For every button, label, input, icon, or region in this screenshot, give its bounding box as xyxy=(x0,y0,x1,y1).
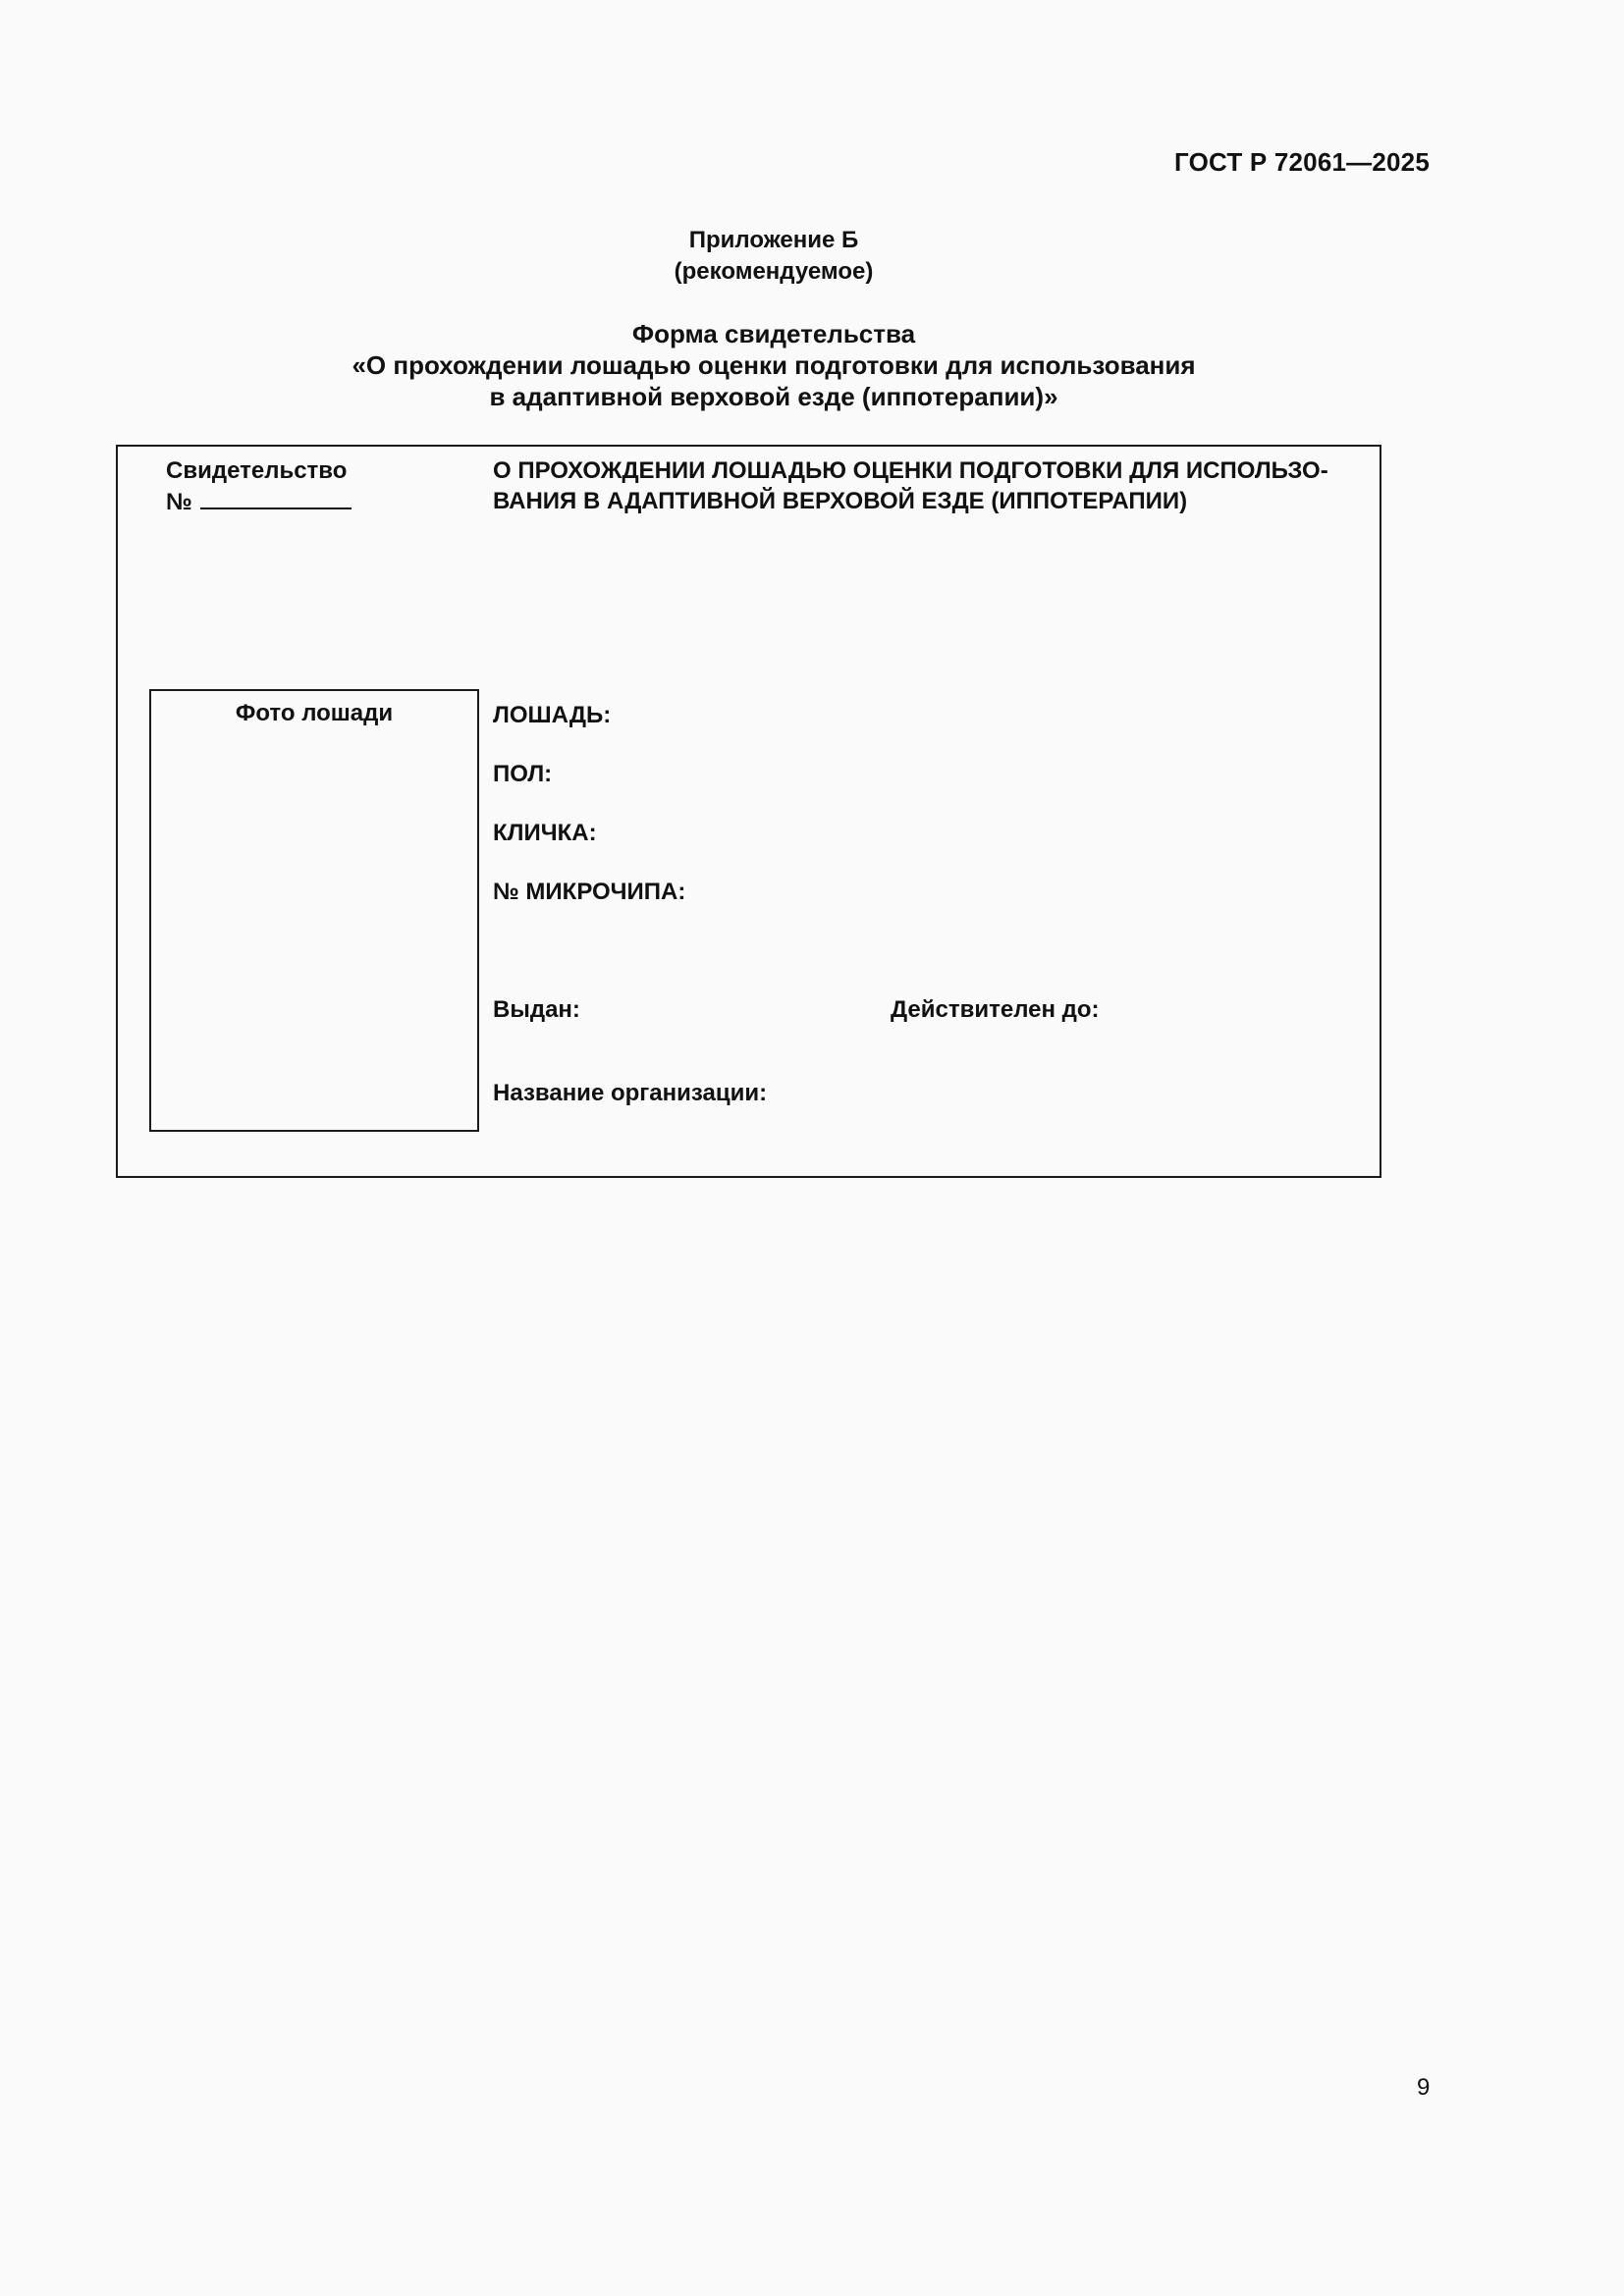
field-valid-until: Действителен до: xyxy=(891,996,1100,1023)
certificate-number-blank xyxy=(200,488,352,509)
standard-code: ГОСТ Р 72061—2025 xyxy=(1174,147,1430,177)
form-title xyxy=(0,318,1547,412)
certificate-label-text: Свидетельство xyxy=(166,457,348,484)
appendix-heading xyxy=(0,225,1547,288)
certificate-heading-line-1: О ПРОХОЖДЕНИИ ЛОШАДЬЮ ОЦЕНКИ ПОДГОТОВКИ ДЛЯ ИСПОЛЬЗО- xyxy=(493,457,1328,484)
field-horse: ЛОШАДЬ: xyxy=(493,702,612,728)
form-title-line-1: Форма свидетельства xyxy=(631,319,916,348)
appendix-status: (рекомендуемое) xyxy=(674,258,874,285)
horse-photo-label: Фото лошади xyxy=(235,700,394,726)
appendix-title: Приложение Б xyxy=(688,227,859,253)
certificate-number-prefix: № xyxy=(166,489,192,515)
form-title-line-3: в адаптивной верховой езде (иппотерапии)» xyxy=(489,382,1058,411)
form-title-line-2: «О прохождении лошадью оценки подготовки для использования xyxy=(352,350,1196,380)
certificate-number xyxy=(166,487,352,518)
page-number: 9 xyxy=(1417,2074,1431,2101)
field-issued: Выдан: xyxy=(493,996,580,1023)
certificate-heading-line-2: ВАНИЯ В АДАПТИВНОЙ ВЕРХОВОЙ ЕЗДЕ (ИППОТЕРАПИИ) xyxy=(493,488,1188,514)
certificate-label xyxy=(166,455,352,518)
field-name: КЛИЧКА: xyxy=(493,820,597,846)
horse-photo-box xyxy=(149,689,479,1132)
certificate-heading xyxy=(493,455,1375,516)
field-microchip: № МИКРОЧИПА: xyxy=(493,879,686,905)
field-sex: ПОЛ: xyxy=(493,761,553,787)
field-organization: Название организации: xyxy=(493,1080,768,1106)
